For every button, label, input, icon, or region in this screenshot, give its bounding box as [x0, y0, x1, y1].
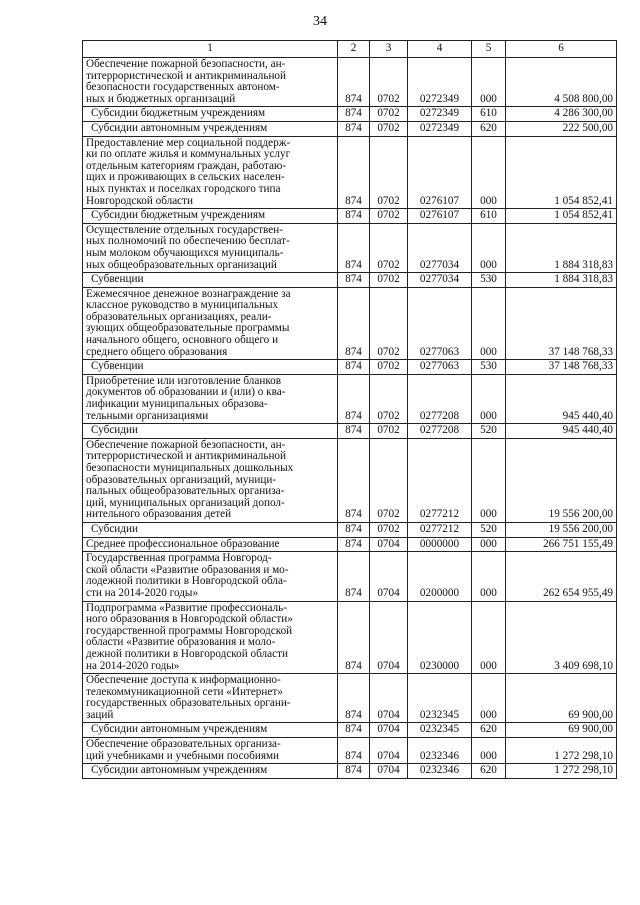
row-code-ministry: 874 [338, 121, 370, 136]
row-amount: 1 054 852,41 [506, 209, 617, 224]
row-code-expense-type: 620 [472, 723, 506, 738]
header-cell-2: 2 [338, 41, 370, 58]
row-code-target: 0277208 [408, 374, 472, 423]
row-name: Обеспечение образовательных организа- ций учебниками и учебными пособиями [83, 738, 338, 764]
row-amount: 69 900,00 [506, 723, 617, 738]
header-row [83, 41, 617, 58]
row-amount: 1 272 298,10 [506, 738, 617, 764]
table-row [83, 764, 617, 779]
table-row [83, 537, 617, 552]
budget-table [82, 40, 617, 779]
table-row [83, 287, 617, 360]
row-amount: 4 508 800,00 [506, 58, 617, 107]
row-code-expense-type: 530 [472, 360, 506, 375]
row-code-expense-type: 610 [472, 107, 506, 122]
row-name: Государственная программа Новгород- ской области «Развитие образования и мо- лодежной политики в Новгородской обла- сти на 2014-2020 годы» [83, 552, 338, 601]
table-row [83, 107, 617, 122]
row-code-target: 0232346 [408, 764, 472, 779]
row-code-expense-type: 000 [472, 438, 506, 522]
table-row [83, 360, 617, 375]
row-name: Осуществление отдельных государствен- ных полномочий по обеспечению бесплат- ным молоком обучающихся муниципаль- ных общеобразовательных организаций [83, 223, 338, 272]
row-code-ministry: 874 [338, 601, 370, 674]
row-code-ministry: 874 [338, 360, 370, 375]
row-code-target: 0272349 [408, 58, 472, 107]
table-row [83, 121, 617, 136]
row-code-target: 0000000 [408, 537, 472, 552]
row-code-ministry: 874 [338, 107, 370, 122]
row-code-target: 0272349 [408, 121, 472, 136]
row-amount: 19 556 200,00 [506, 522, 617, 537]
row-code-expense-type: 000 [472, 601, 506, 674]
row-amount: 19 556 200,00 [506, 438, 617, 522]
row-amount: 1 054 852,41 [506, 136, 617, 209]
row-amount: 3 409 698,10 [506, 601, 617, 674]
row-code-expense-type: 520 [472, 522, 506, 537]
row-code-ministry: 874 [338, 438, 370, 522]
table-row [83, 438, 617, 522]
row-code-ministry: 874 [338, 136, 370, 209]
row-code-expense-type: 000 [472, 374, 506, 423]
row-code-target: 0277208 [408, 424, 472, 439]
row-code-expense-type: 000 [472, 287, 506, 360]
row-name: Субсидии бюджетным учреждениям [83, 209, 338, 224]
row-code-target: 0232345 [408, 723, 472, 738]
row-code-target: 0277034 [408, 273, 472, 288]
row-code-section: 0704 [370, 723, 408, 738]
row-code-expense-type: 000 [472, 537, 506, 552]
row-code-ministry: 874 [338, 674, 370, 723]
table-row [83, 738, 617, 764]
row-code-target: 0276107 [408, 209, 472, 224]
row-code-ministry: 874 [338, 764, 370, 779]
row-code-expense-type: 620 [472, 121, 506, 136]
row-name: Предоставление мер социальной поддерж- ки по оплате жилья и коммунальных услуг отдельным категориям граждан, работаю- щих и проживающих в сельских населен- ных пунктах и поселках городского типа Новгородской области [83, 136, 338, 209]
row-amount: 1 272 298,10 [506, 764, 617, 779]
table-row [83, 674, 617, 723]
row-code-expense-type: 000 [472, 738, 506, 764]
row-code-ministry: 874 [338, 374, 370, 423]
row-code-section: 0702 [370, 438, 408, 522]
row-amount: 222 500,00 [506, 121, 617, 136]
row-code-ministry: 874 [338, 738, 370, 764]
row-code-target: 0232345 [408, 674, 472, 723]
row-name: Субсидии [83, 522, 338, 537]
row-amount: 262 654 955,49 [506, 552, 617, 601]
row-code-section: 0702 [370, 522, 408, 537]
table-row [83, 209, 617, 224]
row-code-section: 0702 [370, 107, 408, 122]
table-row [83, 522, 617, 537]
row-name: Обеспечение пожарной безопасности, ан- титеррористической и антикриминальной безопасности муниципальных дошкольных образовательных организаций, муници- пальных общеобразовательных организа- ций, муниципальных организаций допол- нительного образования детей [83, 438, 338, 522]
row-name: Субвенции [83, 273, 338, 288]
table-row [83, 273, 617, 288]
row-code-target: 0277063 [408, 360, 472, 375]
row-code-target: 0200000 [408, 552, 472, 601]
row-name: Субсидии автономным учреждениям [83, 723, 338, 738]
row-code-section: 0704 [370, 552, 408, 601]
row-code-ministry: 874 [338, 223, 370, 272]
table-row [83, 223, 617, 272]
table-row [83, 552, 617, 601]
table-row [83, 136, 617, 209]
row-code-ministry: 874 [338, 273, 370, 288]
row-code-expense-type: 520 [472, 424, 506, 439]
row-name: Подпрограмма «Развитие профессиональ- ного образования в Новгородской области» государственной программы Новгородской области «Развитие образования и моло- дежной политики в Новгородской области на 2014-2020 годы» [83, 601, 338, 674]
row-name: Приобретение или изготовление бланков документов об образовании и (или) о ква- лификации муниципальных образова- тельными организациями [83, 374, 338, 423]
header-cell-1: 1 [83, 41, 338, 58]
row-name: Обеспечение доступа к информационно- телекоммуникационной сети «Интернет» государственных образовательных органи- заций [83, 674, 338, 723]
table-row [83, 374, 617, 423]
row-code-expense-type: 000 [472, 136, 506, 209]
row-code-section: 0704 [370, 601, 408, 674]
table-row [83, 723, 617, 738]
row-name: Субсидии [83, 424, 338, 439]
row-amount: 1 884 318,83 [506, 223, 617, 272]
page-number: 34 [313, 14, 327, 29]
row-code-section: 0702 [370, 374, 408, 423]
row-code-target: 0277212 [408, 522, 472, 537]
row-code-ministry: 874 [338, 58, 370, 107]
row-code-section: 0702 [370, 424, 408, 439]
row-code-expense-type: 000 [472, 674, 506, 723]
row-code-section: 0704 [370, 738, 408, 764]
row-amount: 37 148 768,33 [506, 287, 617, 360]
row-code-section: 0702 [370, 209, 408, 224]
row-code-ministry: 874 [338, 537, 370, 552]
row-code-target: 0230000 [408, 601, 472, 674]
row-code-section: 0702 [370, 121, 408, 136]
row-code-ministry: 874 [338, 723, 370, 738]
row-name: Субвенции [83, 360, 338, 375]
header-cell-4: 4 [408, 41, 472, 58]
row-code-expense-type: 000 [472, 552, 506, 601]
row-code-ministry: 874 [338, 287, 370, 360]
header-cell-5: 5 [472, 41, 506, 58]
row-code-section: 0704 [370, 764, 408, 779]
row-amount: 266 751 155,49 [506, 537, 617, 552]
row-code-section: 0702 [370, 223, 408, 272]
table-row [83, 58, 617, 107]
row-code-ministry: 874 [338, 522, 370, 537]
row-name: Ежемесячное денежное вознаграждение за классное руководство в муниципальных образовательных организациях, реали- зующих общеобразовательные программы начального общего, основного общего и среднего общего образования [83, 287, 338, 360]
row-code-ministry: 874 [338, 424, 370, 439]
row-code-target: 0277212 [408, 438, 472, 522]
row-code-section: 0702 [370, 136, 408, 209]
row-code-target: 0276107 [408, 136, 472, 209]
row-code-section: 0702 [370, 58, 408, 107]
row-code-ministry: 874 [338, 552, 370, 601]
table-row [83, 424, 617, 439]
row-name: Субсидии автономным учреждениям [83, 764, 338, 779]
row-code-target: 0277063 [408, 287, 472, 360]
row-code-expense-type: 620 [472, 764, 506, 779]
row-code-target: 0277034 [408, 223, 472, 272]
row-code-section: 0702 [370, 287, 408, 360]
row-code-expense-type: 610 [472, 209, 506, 224]
row-code-section: 0704 [370, 537, 408, 552]
row-code-target: 0232346 [408, 738, 472, 764]
row-code-section: 0702 [370, 360, 408, 375]
row-name: Обеспечение пожарной безопасности, ан- титеррористической и антикриминальной безопасности государственных автоном- ных и бюджетных организаций [83, 58, 338, 107]
row-amount: 37 148 768,33 [506, 360, 617, 375]
row-amount: 945 440,40 [506, 374, 617, 423]
row-code-expense-type: 000 [472, 58, 506, 107]
row-code-expense-type: 530 [472, 273, 506, 288]
row-code-target: 0272349 [408, 107, 472, 122]
row-amount: 945 440,40 [506, 424, 617, 439]
table-row [83, 601, 617, 674]
row-code-section: 0702 [370, 273, 408, 288]
row-amount: 4 286 300,00 [506, 107, 617, 122]
row-amount: 69 900,00 [506, 674, 617, 723]
header-cell-3: 3 [370, 41, 408, 58]
row-name: Субсидии автономным учреждениям [83, 121, 338, 136]
header-cell-6: 6 [506, 41, 617, 58]
row-name: Субсидии бюджетным учреждениям [83, 107, 338, 122]
row-code-expense-type: 000 [472, 223, 506, 272]
row-name: Среднее профессиональное образование [83, 537, 338, 552]
row-code-ministry: 874 [338, 209, 370, 224]
row-amount: 1 884 318,83 [506, 273, 617, 288]
row-code-section: 0704 [370, 674, 408, 723]
